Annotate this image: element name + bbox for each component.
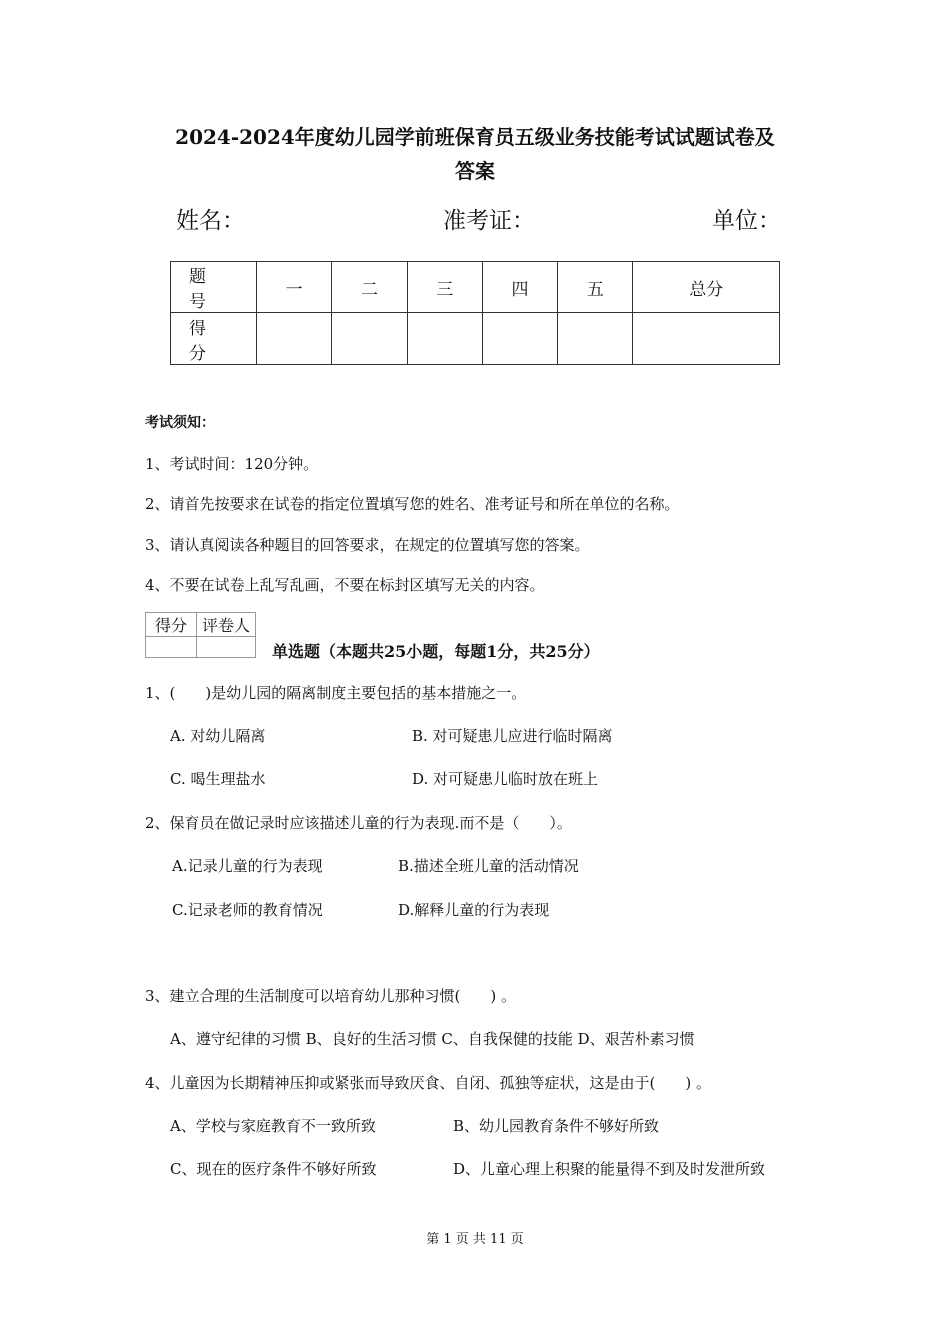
exam-number-field-label: 准考证： (443, 208, 535, 234)
title-line-2: 答案 (455, 159, 495, 183)
score-cell-1[interactable] (257, 313, 332, 365)
notice-item-1: 1、考试时间：120分钟。 (145, 455, 319, 473)
notice-item-3: 3、请认真阅读各种题目的回答要求，在规定的位置填写您的答案。 (145, 536, 590, 554)
question-1-option-d[interactable]: D. 对可疑患儿临时放在班上 (412, 770, 599, 788)
page-footer: 第 1 页 共 11 页 (426, 1232, 524, 1247)
score-table-row-score: 得分 (171, 313, 257, 365)
question-1-option-c[interactable]: C. 喝生理盐水 (170, 770, 266, 788)
score-table (170, 261, 780, 365)
question-1-option-b[interactable]: B. 对可疑患儿应进行临时隔离 (412, 727, 613, 745)
question-2-option-d[interactable]: D.解释儿童的行为表现 (398, 901, 550, 919)
score-col-3: 三 (407, 262, 482, 313)
grader-name-label: 评卷人 (197, 613, 256, 637)
grader-score-label: 得分 (146, 613, 197, 637)
question-1-option-a[interactable]: A. 对幼儿隔离 (170, 727, 266, 745)
score-table-row-header: 题号 (171, 262, 257, 313)
grader-score-cell[interactable] (146, 637, 197, 658)
name-field-label: 姓名： (176, 208, 245, 234)
question-4-option-c[interactable]: C、现在的医疗条件不够好所致 (170, 1160, 377, 1178)
question-4-option-b[interactable]: B、幼儿园教育条件不够好所致 (453, 1117, 660, 1135)
score-col-5: 五 (558, 262, 633, 313)
question-1-stem: 1、( )是幼儿园的隔离制度主要包括的基本措施之一。 (145, 684, 527, 702)
score-cell-total[interactable] (633, 313, 780, 365)
score-col-1: 一 (257, 262, 332, 313)
exam-title (120, 120, 830, 188)
score-col-4: 四 (482, 262, 557, 313)
notice-heading: 考试须知： (145, 415, 215, 431)
question-4-stem: 4、儿童因为长期精神压抑或紧张而导致厌食、自闭、孤独等症状，这是由于( ) 。 (145, 1074, 712, 1092)
score-cell-2[interactable] (332, 313, 407, 365)
question-2-stem: 2、保育员在做记录时应该描述儿童的行为表现.而不是（ ）。 (145, 814, 572, 832)
grader-box (145, 612, 256, 658)
score-col-total: 总分 (633, 262, 780, 313)
section-title: 单选题（本题共25小题，每题1分，共25分） (272, 642, 600, 661)
notice-item-2: 2、请首先按要求在试卷的指定位置填写您的姓名、准考证号和所在单位的名称。 (145, 495, 680, 513)
unit-field-label: 单位： (712, 208, 781, 234)
question-3-options[interactable]: A、遵守纪律的习惯 B、良好的生活习惯 C、自我保健的技能 D、艰苦朴素习惯 (170, 1030, 695, 1048)
candidate-fields (0, 202, 950, 238)
grader-name-cell[interactable] (197, 637, 256, 658)
question-4-option-d[interactable]: D、儿童心理上积聚的能量得不到及时发泄所致 (453, 1160, 766, 1178)
score-cell-3[interactable] (407, 313, 482, 365)
question-4-option-a[interactable]: A、学校与家庭教育不一致所致 (170, 1117, 376, 1135)
title-line-1: 2024-2024年度幼儿园学前班保育员五级业务技能考试试题试卷及 (175, 125, 775, 149)
question-2-option-a[interactable]: A.记录儿童的行为表现 (172, 857, 323, 875)
score-col-2: 二 (332, 262, 407, 313)
question-2-option-c[interactable]: C.记录老师的教育情况 (172, 901, 323, 919)
score-cell-5[interactable] (558, 313, 633, 365)
score-cell-4[interactable] (482, 313, 557, 365)
question-2-option-b[interactable]: B.描述全班儿童的活动情况 (398, 857, 579, 875)
notice-item-4: 4、不要在试卷上乱写乱画，不要在标封区填写无关的内容。 (145, 576, 545, 594)
question-3-stem: 3、建立合理的生活制度可以培育幼儿那种习惯( ) 。 (145, 987, 517, 1005)
